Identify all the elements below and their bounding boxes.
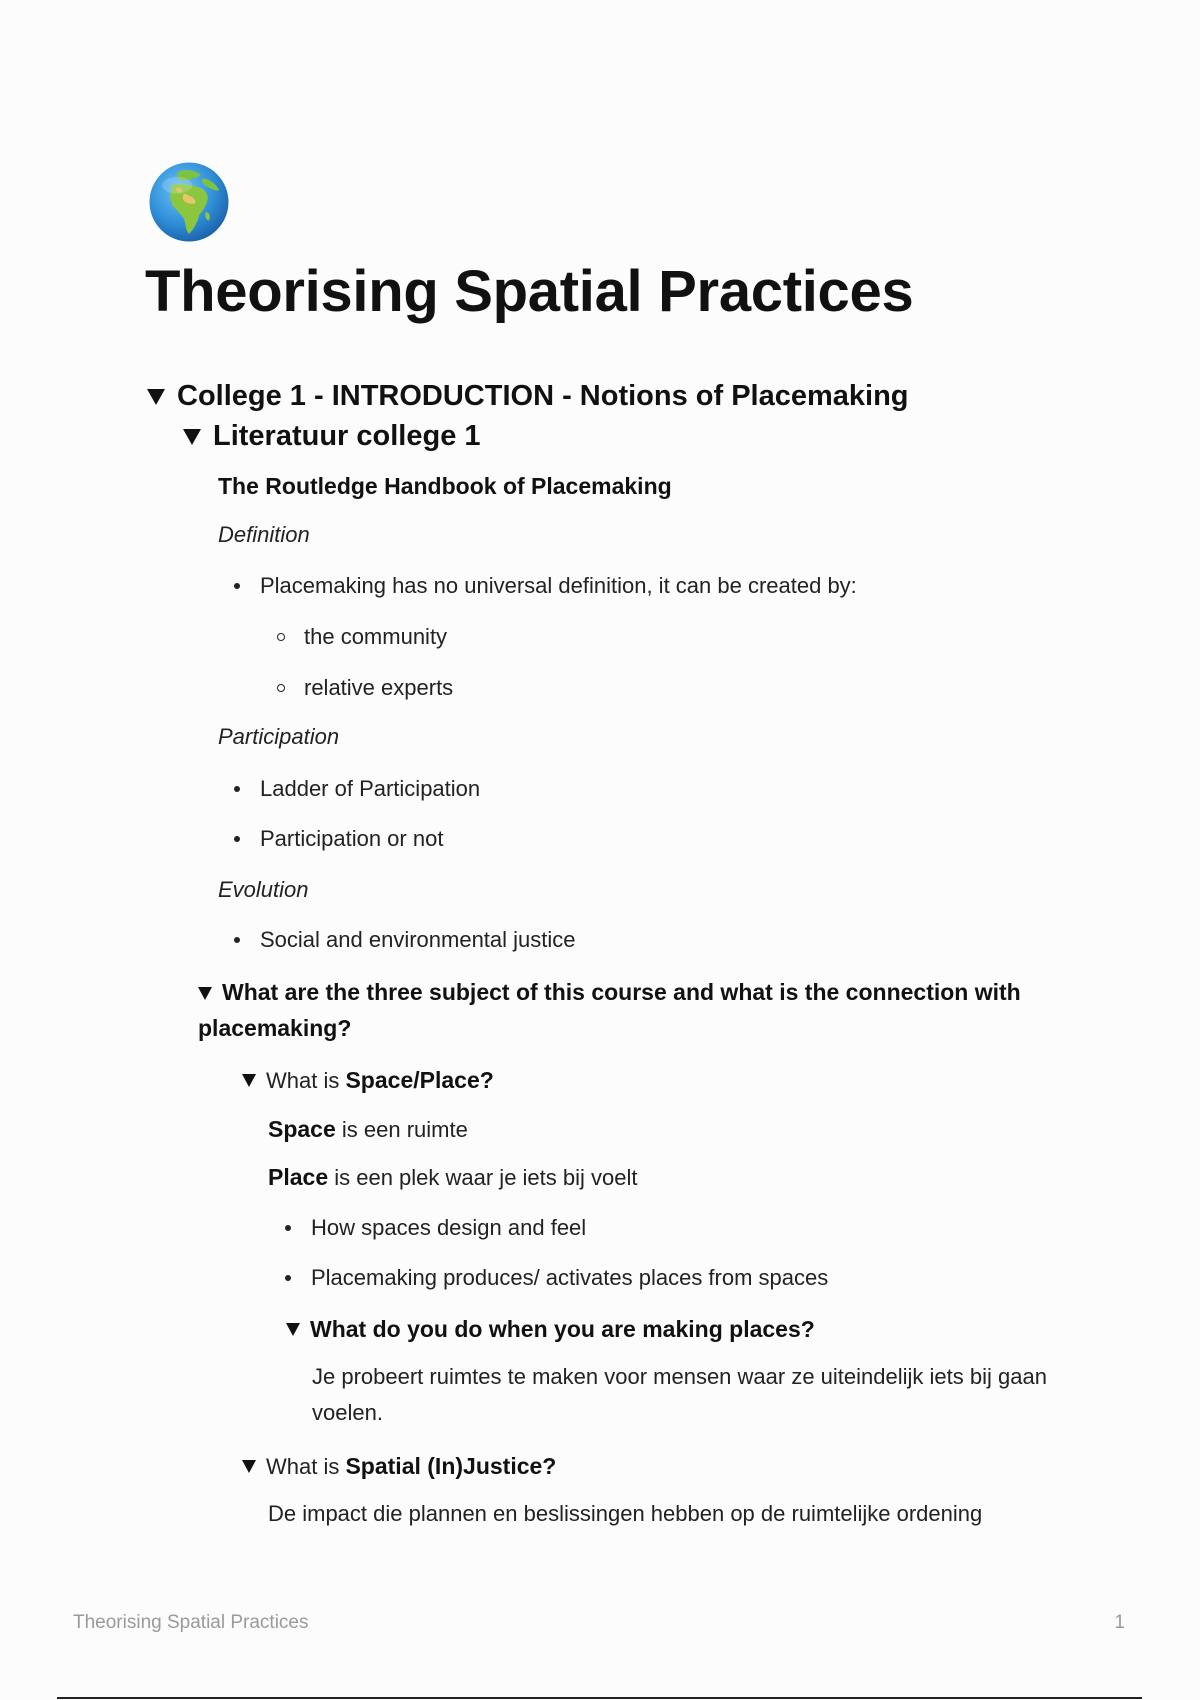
evolution-label-row — [218, 877, 309, 903]
toggle-literatuur[interactable] — [183, 420, 481, 453]
bullet-icon — [234, 786, 240, 792]
participation-bullet: Ladder of Participation — [260, 776, 481, 801]
making-places-question: What do you do when you are making places? — [310, 1316, 815, 1342]
toggle-space-place[interactable] — [242, 1067, 494, 1094]
footer-title: Theorising Spatial Practices — [73, 1612, 309, 1633]
page-number: 1 — [1114, 1612, 1125, 1633]
list-item — [234, 826, 443, 852]
place-term: Place — [268, 1164, 329, 1190]
making-places-answer: Je probeert ruimtes te maken voor mensen waar ze uiteindelijk iets bij gaan voelen. — [312, 1364, 1047, 1425]
toggle-triangle-icon[interactable] — [242, 1460, 256, 1473]
toggle-college-1[interactable] — [147, 380, 909, 413]
toggle-triangle-icon[interactable] — [147, 389, 165, 405]
place-definition — [268, 1164, 637, 1191]
evolution-label: Evolution — [218, 877, 309, 902]
bullet-circle-icon — [277, 633, 285, 641]
book-title: The Routledge Handbook of Placemaking — [218, 473, 672, 499]
toggle-triangle-icon[interactable] — [198, 987, 212, 1000]
toggle-triangle-icon[interactable] — [242, 1074, 256, 1087]
space-place-bullet: Placemaking produces/ activates places from spaces — [311, 1265, 829, 1290]
book-title-row — [218, 473, 672, 500]
toggle-course-subjects[interactable] — [198, 974, 1048, 1046]
spatial-justice-prefix: What is — [266, 1453, 346, 1479]
list-item — [234, 776, 480, 802]
bullet-icon — [234, 836, 240, 842]
space-place-prefix: What is — [266, 1067, 346, 1093]
participation-bullet: Participation or not — [260, 826, 444, 851]
participation-label-row — [218, 724, 339, 750]
course-subjects-question: What are the three subject of this course and what is the connection with placemaking? — [198, 979, 1021, 1041]
space-definition — [268, 1116, 468, 1143]
spatial-justice-answer: De impact die plannen en beslissingen hebben op de ruimtelijke ordening — [268, 1501, 983, 1526]
bullet-circle-icon — [277, 684, 285, 692]
definition-label-row — [218, 522, 310, 548]
list-item — [234, 927, 576, 953]
literatuur-heading: Literatuur college 1 — [213, 420, 481, 452]
place-desc: is een plek waar je iets bij voelt — [328, 1164, 638, 1190]
bullet-icon — [234, 583, 240, 589]
participation-label: Participation — [218, 724, 340, 749]
bullet-icon — [234, 937, 240, 943]
list-item — [234, 573, 857, 599]
toggle-triangle-icon[interactable] — [286, 1323, 300, 1336]
evolution-bullet: Social and environmental justice — [260, 927, 576, 952]
definition-bullet: Placemaking has no universal definition, it can be created by: — [260, 573, 857, 598]
spatial-justice-bold: Spatial (In)Justice? — [345, 1453, 557, 1479]
definition-sub-item: relative experts — [304, 675, 454, 700]
toggle-triangle-icon[interactable] — [183, 429, 201, 445]
space-place-bold: Space/Place? — [345, 1067, 494, 1093]
bullet-icon — [285, 1275, 291, 1281]
definition-label: Definition — [218, 522, 310, 547]
making-places-answer-block — [312, 1359, 1052, 1431]
space-term: Space — [268, 1116, 336, 1142]
bullet-icon — [285, 1225, 291, 1231]
footer-divider — [57, 1697, 1142, 1699]
definition-sub-item: the community — [304, 624, 448, 649]
spatial-justice-answer-row — [268, 1501, 982, 1527]
list-item — [277, 675, 453, 701]
list-item — [285, 1215, 586, 1241]
toggle-spatial-justice[interactable] — [242, 1453, 556, 1480]
list-item — [277, 624, 447, 650]
college-1-heading: College 1 - INTRODUCTION - Notions of Placemaking — [177, 380, 909, 412]
space-desc: is een ruimte — [335, 1116, 468, 1142]
page-title: Theorising Spatial Practices — [145, 259, 914, 324]
list-item — [285, 1265, 828, 1291]
space-place-bullet: How spaces design and feel — [311, 1215, 587, 1240]
toggle-making-places[interactable] — [286, 1316, 815, 1343]
globe-europe-africa-icon — [147, 160, 231, 244]
